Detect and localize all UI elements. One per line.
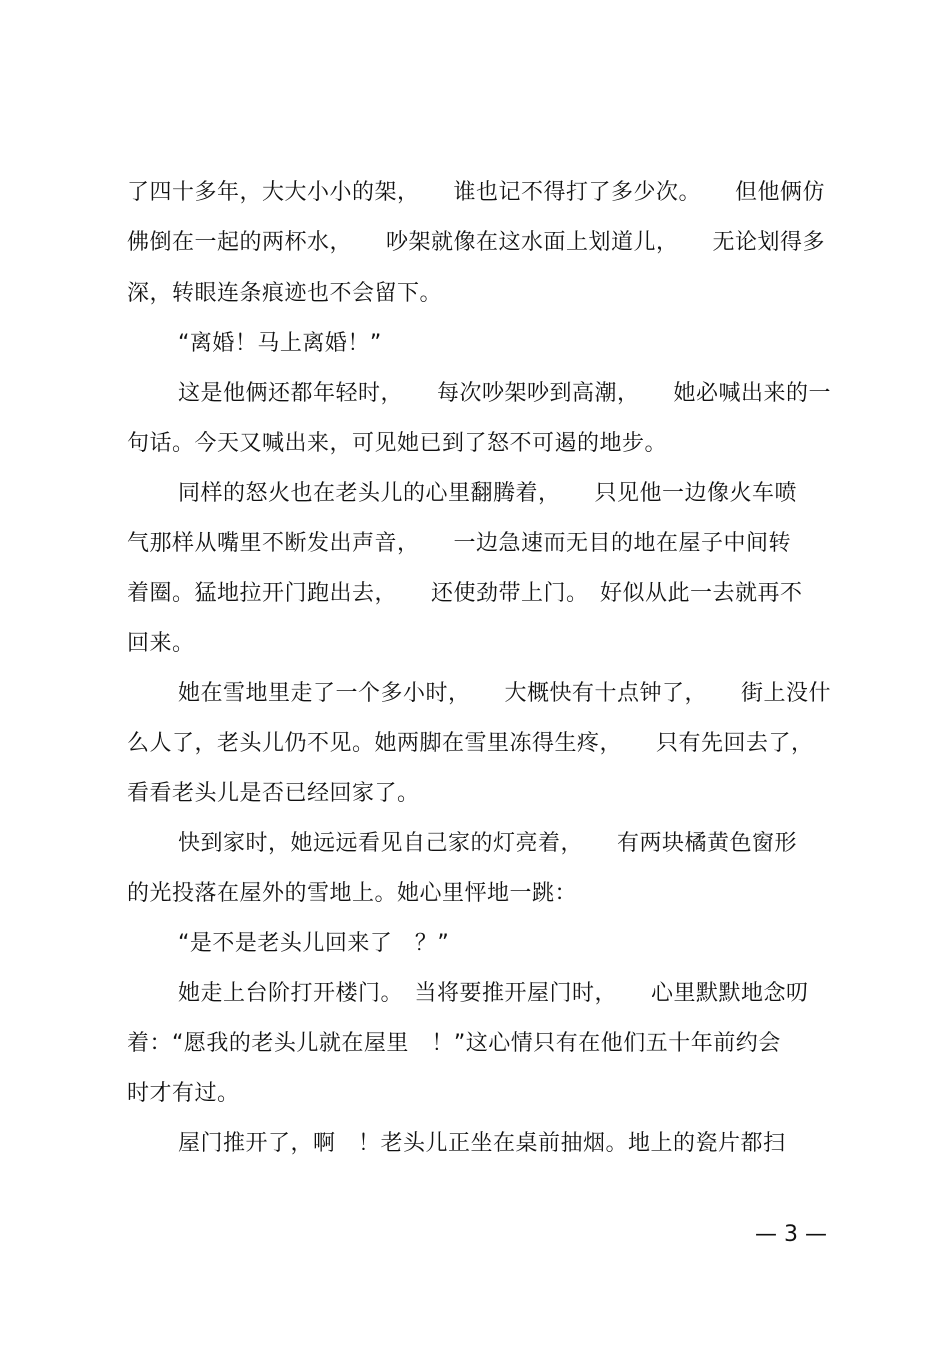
text-line: 看看老头儿是否已经回家了。 xyxy=(127,781,420,806)
text-line: 时才有过。 xyxy=(127,1081,240,1106)
text-line: “离婚！马上离婚！” xyxy=(178,331,382,356)
text-line: 她在雪地里走了一个多小时， 大概快有十点钟了， 街上没什 xyxy=(178,681,832,706)
text-line: 句话。今天又喊出来，可见她已到了怒不可遏的地步。 xyxy=(127,431,668,456)
text-line: “是不是老头儿回来了 ？” xyxy=(178,931,450,956)
text-line: 她走上台阶打开楼门。 当将要推开屋门时， 心里默默地念叨 xyxy=(178,981,809,1006)
page-number: — 3 — xyxy=(755,1222,827,1247)
text-line: 了四十多年，大大小小的架， 谁也记不得打了多少次。 但他俩仿 xyxy=(127,180,826,205)
text-line: 么人了，老头儿仍不见。她两脚在雪里冻得生疼， 只有先回去了， xyxy=(127,731,814,756)
text-line: 同样的怒火也在老头儿的心里翻腾着， 只见他一边像火车喷 xyxy=(178,481,798,506)
text-line: 佛倒在一起的两杯水， 吵架就像在这水面上划道儿， 无论划得多 xyxy=(127,230,826,255)
text-line: 回来。 xyxy=(127,631,195,656)
text-line: 这是他俩还都年轻时， 每次吵架吵到高潮， 她必喊出来的一 xyxy=(178,381,832,406)
text-line: 深，转眼连条痕迹也不会留下。 xyxy=(127,281,443,306)
text-line: 着：“愿我的老头儿就在屋里 ！”这心情只有在他们五十年前约会 xyxy=(127,1031,781,1056)
text-line: 的光投落在屋外的雪地上。她心里怦地一跳： xyxy=(127,881,578,906)
text-line: 着圈。猛地拉开门跑出去， 还使劲带上门。 好似从此一去就再不 xyxy=(127,581,803,606)
text-line: 屋门推开了，啊 ！老头儿正坐在桌前抽烟。地上的瓷片都扫 xyxy=(178,1131,786,1156)
text-line: 快到家时，她远远看见自己家的灯亮着， 有两块橘黄色窗形 xyxy=(178,831,798,856)
text-line: 气那样从嘴里不断发出声音， 一边急速而无目的地在屋子中间转 xyxy=(127,531,792,556)
